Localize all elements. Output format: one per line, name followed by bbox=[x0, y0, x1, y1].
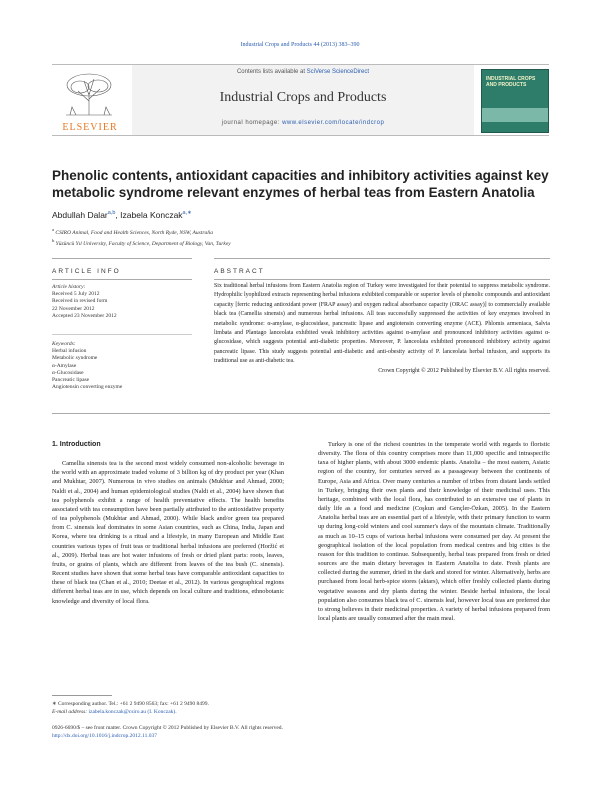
abstract-body bbox=[214, 282, 550, 376]
body-column-left bbox=[52, 440, 284, 606]
keyword: Metabolic syndrome bbox=[52, 355, 98, 362]
publisher-name: ELSEVIER bbox=[62, 122, 118, 133]
homepage-prefix: journal homepage: bbox=[221, 120, 280, 126]
journal-cover-thumbnail bbox=[481, 69, 549, 133]
divider bbox=[52, 258, 192, 259]
homepage-link[interactable]: www.elsevier.com/locate/indcrop bbox=[282, 120, 385, 126]
author-affil-sup[interactable]: a,∗ bbox=[182, 210, 192, 217]
keyword: Angiotensin converting enzyme bbox=[52, 384, 123, 391]
keyword: α-Amylase bbox=[52, 362, 77, 369]
doi-link[interactable]: http://dx.doi.org/10.1016/j.indcrop.2012.11.037 bbox=[52, 733, 157, 739]
cover-title: INDUSTRIAL CROPS AND PRODUCTS bbox=[486, 76, 536, 88]
body-paragraph: Camellia sinensis tea is the second most widely consumed non-alcoholic beverage in the world with an approximate traded volume of 3 billion kg of dry product per year (Khan and Mukhtar, 2007). Numerous in vivo studies on animals (Mukhtar and Ahmad, 2000; Naldi et al., 2004) and human epidemiological studies (Naldi et al., 2004) have shown that tea polyphenols exhibit a range of health preventative effects. The health benefits associated with tea consumption have been partially attributed to the antioxidative property of tea polyphenols (Mukhtar and Ahmad, 2000). While black and/or green tea prepared from C. sinensis leaf dominates in some Asian countries, such as China, India, Japan and Korea, where tea drinking is a ritual and a lifestyle, in many European and Middle East countries various types of fruit teas or traditional herbal infusions are preferred (Horžić et al., 2009). Herbal teas are hot water infusions of fresh or dried plant parts: roots, leaves, fruits, or grains of plants, which are different from leaves of the tea bush (C. sinensis). Recent studies have shown that some herbal teas have comparable antioxidant capacities to these of black tea (Chan et al., 2010; Deetae et al., 2012). In various geographical regions different herbal teas are in use, which depends on local culture and traditions, ethnobotanic knowledge and diversity of local flora. bbox=[52, 460, 284, 605]
journal-title: Industrial Crops and Products bbox=[219, 90, 387, 105]
elsevier-logo bbox=[52, 69, 128, 133]
article-info-heading: ARTICLE INFO bbox=[52, 268, 121, 275]
divider bbox=[52, 334, 192, 335]
footnote-rule bbox=[52, 695, 112, 696]
section-heading: 1. Introduction bbox=[52, 441, 101, 448]
contents-line bbox=[132, 69, 474, 75]
body-column-right bbox=[318, 440, 550, 623]
keywords-label: Keywords: bbox=[52, 341, 76, 347]
contents-prefix: Contents lists available at bbox=[236, 69, 305, 75]
affiliation-item: $^a$ CSIRO Animal, Food and Health Sciences, North Ryde, NSW, Australia bbox=[52, 227, 214, 236]
email-link[interactable]: izabela.konczak@csiro.au (I. Konczak). bbox=[88, 709, 177, 715]
history-line: 22 November 2012 bbox=[52, 305, 95, 312]
affiliations bbox=[52, 226, 231, 248]
history-line: Accepted 23 November 2012 bbox=[52, 312, 117, 319]
history-line: Received 5 July 2012 bbox=[52, 291, 100, 298]
abstract-heading: ABSTRACT bbox=[214, 268, 265, 275]
elsevier-tree-icon bbox=[60, 71, 118, 117]
history-label: Article history: bbox=[52, 284, 86, 290]
corresponding-author: ∗ Corresponding author. Tel.: +61 2 9490 8563; fax: +61 2 9490 8499. bbox=[52, 701, 209, 707]
abstract-text: Six traditional herbal infusions from Eastern Anatolia region of Turkey were investigated for their potential to suppress metabolic syndrome. Hydrophilic lyophilized extracts representing herbal infusions exhibited comparable or superior levels of phenolic compounds and antioxidant capacity [ferric reducing antioxidant power (FRAP assay) and oxygen radical absorbance capacity (ORAC assay)] to commercially available black tea (Camellia sinensis) and numerous herbal infusions. All teas successfully suppressed the activities of key enzymes involved in metabolic syndrome: α-amylase, α-glucosidase, pancreatic lipase and angiotensin converting enzyme (ACE). Phlomis armeniaca, Salvia limbata and Plantago lanceolata exhibited weak inhibitory activities against α-amylase and pronounced inhibitory activities against α-glucosidase, which suggests potential anti-diabetic properties. Moreover, P. lanceolata exhibited pronounced inhibitory activity against pancreatic lipase. This study suggests potential anti-diabetic and anti-obesity activity of P. lanceolata herbal infusion, and supports its traditional use as anti-diabetic tea. bbox=[214, 283, 550, 365]
journal-header bbox=[52, 64, 549, 136]
article-title: Phenolic contents, antioxidant capacities and inhibitory activities against key metabolic syndrome relevant enzymes of herbal teas from Eastern Anatolia bbox=[52, 168, 549, 200]
abstract-copyright: Crown Copyright © 2012 Published by Elsevier B.V. All rights reserved. bbox=[378, 367, 550, 374]
footnotes bbox=[52, 695, 288, 716]
affiliation-item: $^b$ Yüzüncü Yıl University, Faculty of Science, Department of Biology, Van, Turkey bbox=[52, 237, 231, 247]
keyword: α-Glucosidase bbox=[52, 369, 84, 376]
author-name: Izabela Konczak bbox=[120, 210, 183, 220]
keywords bbox=[52, 341, 192, 391]
issn-block bbox=[52, 724, 532, 740]
author-list bbox=[52, 210, 192, 220]
history-line: Received in revised form bbox=[52, 298, 108, 305]
author-name: Abdullah Dalar bbox=[52, 210, 108, 220]
journal-banner bbox=[132, 65, 474, 135]
divider bbox=[52, 413, 550, 414]
sciencedirect-link[interactable]: SciVerse ScienceDirect bbox=[306, 69, 370, 75]
journal-homepage bbox=[132, 120, 474, 126]
journal-reference[interactable]: Industrial Crops and Products 44 (2013) 383–390 bbox=[240, 42, 360, 48]
keyword: Pancreatic lipase bbox=[52, 377, 90, 384]
divider bbox=[214, 279, 550, 280]
body-paragraph: Turkey is one of the richest countries in the temperate world with regards to floristic diversity. The flora of this country comprises more than 11,000 specific and intraspecific taxa of higher plants, with about 3000 endemic plants. Anatolia – the most eastern, Asiatic region of the country, for centuries served as a passageway between the continents of Europe, Asia and Africa. Over many centuries a number of tribes from distant lands settled in Turkey, bringing their own plants and their knowledge of their medicinal uses. This heritage, combined with the local flora, has contributed to an extensive use of plants in daily life as a food and medicine (Coşkun and Gençler-Özkan, 2005). In the Eastern Anatolia herbal teas are an essential part of a lifestyle, with their primary function to warm up during long-cold winters and cool summer's days of the mountain climate. Traditionally as much as 10–15 cups of various herbal infusions were consumed per day. At present the geographical isolation of the local population from medical centres and big cities is the reason for this tradition to continue. Subsequently, herbal teas prepared from fresh or dried sources are the main dietary beverages in Eastern Anatolia to date. Fresh plants are collected during the summer, dried in the dark and stored for winter. Alternatively, herbs are purchased from local herb-spice stores (aktars), which offer freshly collected plants during vegetative seasons and dry plants during the winter. Beside herbal infusions, the local population also consumes black tea of C. sinensis leaf, however local teas are preferred due to strong believes in their medicinal properties. A variety of herbal infusions prepared from local plants are usually consumed after the main meal. bbox=[318, 441, 550, 622]
author-affil-sup[interactable]: a,b bbox=[107, 210, 116, 217]
cover-band bbox=[482, 108, 548, 122]
article-history bbox=[52, 284, 192, 320]
author-separator: , bbox=[115, 210, 118, 220]
email-label: E-mail address: bbox=[52, 709, 88, 715]
divider bbox=[214, 258, 550, 259]
keyword: Herbal infusion bbox=[52, 348, 87, 355]
email-line bbox=[52, 708, 288, 716]
divider bbox=[52, 279, 192, 280]
issn-line: 0926-6690/$ – see front matter. Crown Copyright © 2012 Published by Elsevier B.V. All rights reserved. bbox=[52, 725, 283, 731]
